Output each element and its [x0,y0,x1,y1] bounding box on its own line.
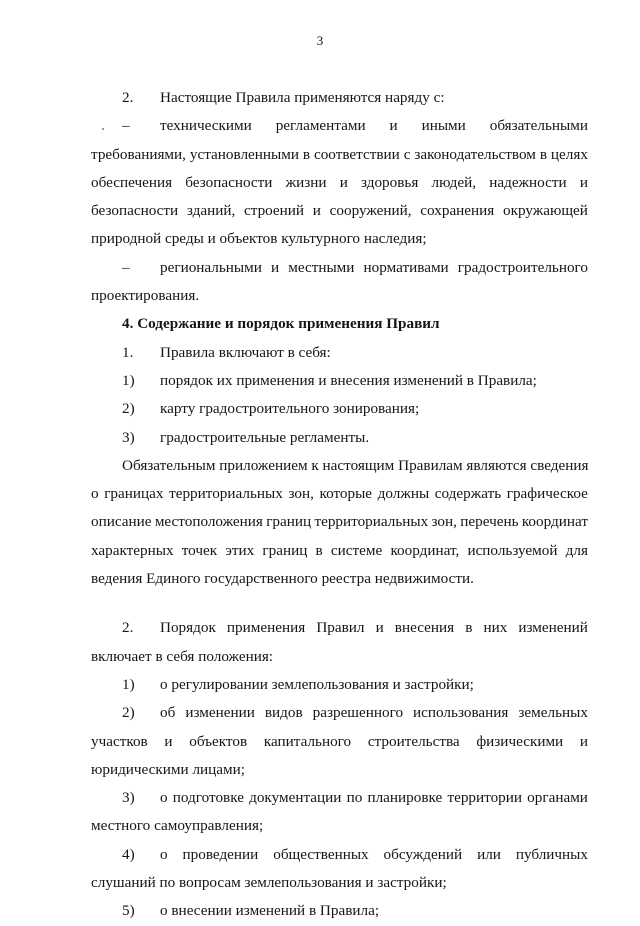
word: Порядок [160,619,216,637]
item-text: порядок их применения и внесения изменений в Правила; [160,371,537,389]
word: об [160,704,176,722]
word: видов [264,704,303,722]
word: и [339,173,348,191]
word: проведении [182,845,259,863]
justified-words [160,841,588,869]
word: точек [181,541,218,559]
list-item-2-line-2 [91,728,588,756]
justified-words [160,254,588,282]
word: земельных [518,704,588,722]
paragraph-text: Настоящие Правила применяются наряду с: [160,89,445,106]
word: общественных [273,845,369,863]
paragraph-spacer [91,593,588,614]
word: используемой [467,541,558,559]
word: изменении [185,704,255,722]
word: зон, [431,513,457,531]
bullet-1-line-3 [91,169,588,197]
word: описание [91,513,152,531]
word: градостроительного [457,258,588,276]
word: в [315,541,323,559]
list-item-2-line-1 [91,699,588,727]
word: о [91,485,99,503]
word: перечень [460,513,519,531]
word: графическое [506,485,588,503]
word: надежности [489,173,567,191]
word: здоровья [361,173,419,191]
list-item [91,395,588,423]
word: территориальных [314,513,429,531]
word: требованиями, [91,145,186,163]
word: и [389,117,398,135]
item-number: 4) [122,845,135,863]
mandatory-appendix-line-1: Обязательным приложением к настоящим Правилам являются сведения [122,456,589,474]
bullet-1-line-2 [91,141,588,169]
word: публичных [515,845,588,863]
paragraph-number: 1. [122,343,134,361]
word: содержать [434,485,502,503]
word: безопасности [185,173,273,191]
list-item-2-line-3: юридическими лицами; [91,760,245,778]
word: внесения [394,619,455,637]
word: жизни [285,173,327,191]
dash-marker: – [122,117,130,135]
list-item [91,671,588,699]
list-item [91,897,588,925]
word: координат [521,513,588,531]
word: планировке [367,789,443,807]
word: с [403,145,411,163]
word: местоположения [154,513,263,531]
word: регламентами [275,117,366,135]
paragraph-number: 2. [122,89,134,106]
word: окружающей [503,202,588,220]
word: подготовке [172,789,244,807]
item-number: 2) [122,704,135,722]
word: обеспечения [91,173,173,191]
item-text: градостроительные регламенты. [160,428,370,446]
word: применения [226,619,306,637]
document-body [91,84,588,926]
section-4-paragraph-1 [91,339,588,367]
word: и [375,619,384,637]
word: по [346,789,363,807]
word: для [565,541,588,559]
list-item [91,424,588,452]
word: в [539,145,547,163]
word: обсуждений [383,845,463,863]
word: нормативами [363,258,449,276]
word: соответствии [313,145,400,163]
word: зон, [288,485,314,503]
item-number: 5) [122,902,135,920]
paragraph-2-intro [91,84,588,112]
word: разрешенного [312,704,404,722]
word: людей, [431,173,477,191]
word: документации [249,789,342,807]
word: целях [550,145,588,163]
word: этих [225,541,255,559]
section-4-paragraph-2-line-1 [91,614,588,642]
word: строительства [367,732,460,750]
mandatory-appendix-line-2 [91,480,588,508]
item-text: карту градостроительного зонирования; [160,400,420,418]
word: в [465,619,473,637]
word: сохранения [420,202,495,220]
word: и [579,173,588,191]
item-text: о внесении изменений в Правила; [160,902,380,920]
list-item-3-line-1 [91,784,588,812]
word: местными [288,258,355,276]
bullet-2-line-1 [91,254,588,282]
bullet-1-line-5: природной среды и объектов культурного наследия; [91,230,427,248]
word: и [270,258,280,276]
mandatory-appendix-line-5: ведения Единого государственного реестра недвижимости. [91,570,474,588]
word: безопасности [91,202,179,220]
dash-marker: – [122,258,130,276]
item-text: о регулировании землепользования и застройки; [160,675,474,693]
word: в [302,145,311,163]
word: территории [447,789,523,807]
list-item-4-line-1 [91,841,588,869]
word: Правил [316,619,365,637]
word: региональными [160,258,262,276]
word: зданий, [186,202,236,220]
word: границ [262,541,308,559]
word: участков [91,732,148,750]
word: границ [266,513,312,531]
word: изменений [518,619,588,637]
list-item-3-line-2: местного самоуправления; [91,817,264,835]
word: них [483,619,508,637]
word: и [312,202,321,220]
justified-words [160,112,588,140]
list-item [91,367,588,395]
page-number: 3 [316,33,324,48]
word: координат, [390,541,460,559]
section-4-heading: 4. Содержание и порядок применения Правил [122,315,440,333]
word: о [160,845,168,863]
justified-words [160,784,588,812]
item-number: 2) [122,400,135,418]
paragraph-number: 2. [122,619,134,637]
word: физическими [476,732,564,750]
word: сооружений, [329,202,412,220]
word: и [164,732,173,750]
word: законодательством [414,145,536,163]
word: строений [244,202,305,220]
item-number: 3) [122,789,135,807]
paragraph-text: Правила включают в себя: [160,343,331,361]
word: или [477,845,501,863]
bullet-2-line-2: проектирования. [91,287,200,305]
bullet-1-line-4 [91,197,588,225]
word: характерных [91,541,174,559]
word: установленными [189,145,299,163]
item-number: 3) [122,428,135,446]
item-number: 1) [122,675,135,693]
section-4-paragraph-2-line-2: включает в себя положения: [91,647,274,665]
word: о [160,789,168,807]
mandatory-appendix-line-4 [91,537,588,565]
bullet-1-line-1 [91,112,588,140]
word: капитального [263,732,352,750]
word: органами [527,789,588,807]
justified-words [160,614,588,642]
word: границах [104,485,164,503]
justified-words [160,699,588,727]
word: использования [413,704,509,722]
word: системе [330,541,383,559]
word: техническими [160,117,252,135]
word: которые [319,485,373,503]
item-number: 1) [122,371,135,389]
list-item-4-line-2: слушаний по вопросам землепользования и застройки; [91,874,447,892]
word: должны [377,485,430,503]
word: территориальных [169,485,283,503]
mandatory-appendix-line-3 [91,508,588,536]
word: объектов [189,732,248,750]
word: обязательными [489,117,588,135]
word: и [579,732,588,750]
word: иными [421,117,466,135]
